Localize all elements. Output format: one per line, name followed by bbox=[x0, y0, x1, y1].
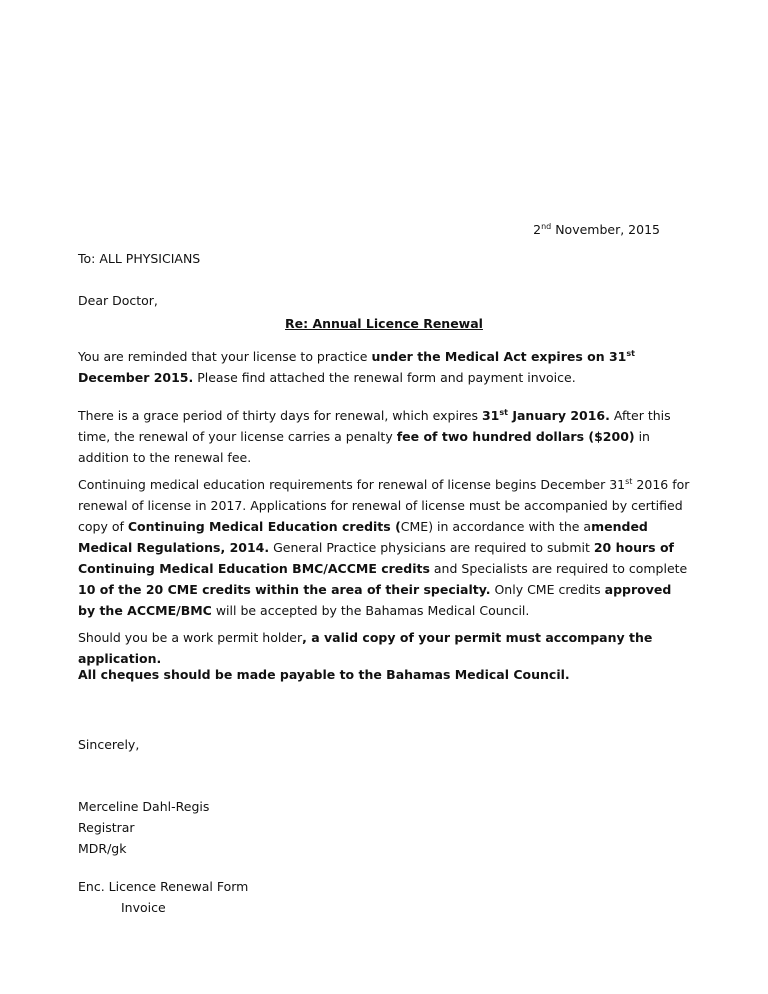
enclosure-line-2: Invoice bbox=[121, 900, 166, 915]
signatory-name: Merceline Dahl-Regis bbox=[78, 799, 210, 814]
paragraph-expiry: You are reminded that your license to practice under the Medical Act expires on 31st December 2015. Please find attached the renewal form and payment invoice. bbox=[78, 348, 635, 385]
letter-date: 2nd November, 2015 bbox=[533, 221, 660, 237]
salutation: Dear Doctor, bbox=[78, 293, 158, 308]
recipient-line: To: ALL PHYSICIANS bbox=[78, 251, 201, 266]
paragraph-grace-period: There is a grace period of thirty days for renewal, which expires 31st January 2016. After this time, the renewal of your license carries a penalty fee of two hundred dollars ($200) in addition to the renewal fee. bbox=[78, 407, 671, 465]
subject-line: Re: Annual Licence Renewal bbox=[285, 316, 483, 331]
paragraph-cheques: All cheques should be made payable to the Bahamas Medical Council. bbox=[78, 667, 570, 682]
reference-initials: MDR/gk bbox=[78, 841, 127, 856]
closing: Sincerely, bbox=[78, 737, 140, 752]
enclosure-line-1: Enc. Licence Renewal Form bbox=[78, 879, 249, 894]
signatory-title: Registrar bbox=[78, 820, 135, 835]
paragraph-cme-requirements: Continuing medical education requirements for renewal of license begins December 31st 2016 for renewal of license in 2017. Applications for renewal of license must be accompanied by certified copy of Continuing Medical Education credits (CME) in accordance with the amended Medical Regulations, 2014. General Practice physicians are required to submit 20 hours of Continuing Medical Education BMC/ACCME credits and Specialists are required to complete 10 of the 20 CME credits within the area of their specialty. Only CME credits approved by the ACCME/BMC will be accepted by the Bahamas Medical Council. bbox=[78, 476, 690, 618]
paragraph-work-permit: Should you be a work permit holder, a valid copy of your permit must accompany the application. bbox=[78, 630, 653, 666]
